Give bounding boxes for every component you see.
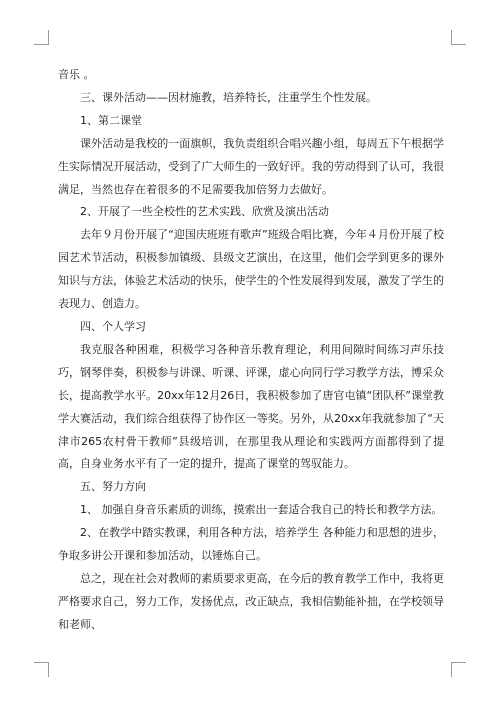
crop-mark-top-left — [34, 30, 49, 45]
section-heading-direction: 五、努力方向 — [80, 480, 146, 494]
crop-mark-top-right — [451, 30, 466, 45]
paragraph-choir-group: 课外活动是我校的一面旗帜，我负责组织合唱兴趣小组，每周五下午根据学生实际情况开展活动，受到了广大师生的一致好评。我的劳动得到了认可，我很满足，当然也存在着很多的不足需要我加倍努力去做好。 — [58, 136, 444, 196]
document-body — [58, 64, 444, 637]
paragraph-summary: 总之，现在社会对教师的素质要求更高，在今后的教育教学工作中，我将更严格要求自己，努力工作，发扬优点，改正缺点，我相信勤能补拙，在学校领导和老师、 — [58, 571, 444, 631]
crop-mark-bottom-right — [451, 662, 466, 677]
paragraph-direction-1: 1、 加强自身音乐素质的训练，摸索出一套适合我自己的特长和教学方法。 — [80, 503, 443, 517]
subheading-second-classroom: 1、第二课堂 — [80, 113, 142, 127]
section-heading-extracurricular: 三、课外活动——因材施教，培养特长，注重学生个性发展。 — [80, 90, 377, 104]
section-heading-personal-study: 四、个人学习 — [80, 319, 146, 333]
paragraph-personal-study: 我克服各种困难，积极学习各种音乐教育理论，利用间隙时间练习声乐技巧，钢琴伴奏，积极参与讲课、听课、评课，虚心向同行学习教学方法，博采众长，提高教学水平。20xx年12月26日，我积极参加了唐官屯镇“团队杯”课堂教学大赛活动，我们综合组获得了协作区一等奖。另外，从20xx年我就参加了“天津市265农村骨干教师”县级培训，在那里我从理论和实践两方面都得到了提高，自身业务水平有了一定的提升，提高了课堂的驾驭能力。 — [58, 342, 444, 471]
paragraph-continuation: 音乐 。 — [58, 68, 95, 81]
paragraph-art-activities: 去年９月份开展了“迎国庆班班有歌声”班级合唱比赛，今年４月份开展了校园艺术节活动，积极参加镇级、县级文艺演出，在这里，他们会学到更多的课外知识与方法，体验艺术活动的快乐，使学生的个性发展得到发展，激发了学生的表现力、创造力。 — [58, 228, 444, 311]
crop-mark-bottom-left — [34, 662, 49, 677]
paragraph-direction-2: 2、在教学中踏实教课，利用各种方法，培养学生 各种能力和思想的进步，争取多讲公开课和参加活动，以锤炼自己。 — [58, 526, 444, 563]
subheading-art-activities: 2、开展了一些全校性的艺术实践、欣赏及演出活动 — [80, 205, 329, 219]
